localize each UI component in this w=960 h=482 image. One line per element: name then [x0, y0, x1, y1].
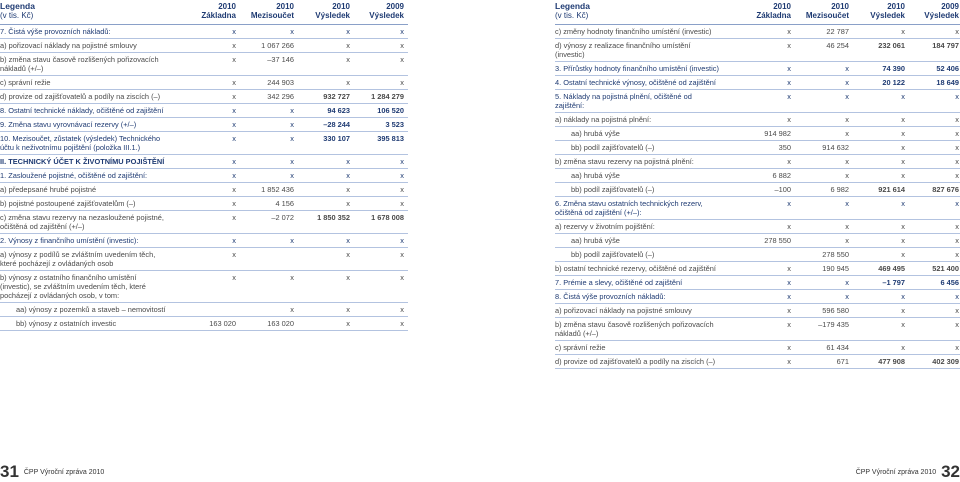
- value-vysledek-2010: x: [346, 319, 350, 328]
- value-zakladna: 278 550: [764, 236, 791, 245]
- row-label: aa) hrubá výše: [571, 236, 620, 245]
- row-label: 7. Prémie a slevy, očištěné od zajištění: [555, 278, 683, 287]
- value-vysledek-2009: x: [400, 27, 404, 36]
- row-label: c) změna stavu rezervy na nezasloužené pojistné, očištěná od zajištění (+/–): [0, 213, 164, 231]
- value-vysledek-2010: x: [901, 292, 905, 301]
- value-zakladna: x: [232, 120, 236, 129]
- legend-heading: [555, 2, 590, 20]
- value-zakladna: x: [232, 55, 236, 64]
- value-zakladna: x: [787, 292, 791, 301]
- footer-title: ČPP Výroční zpráva 2010: [23, 468, 105, 476]
- table-row: [0, 39, 408, 53]
- value-zakladna: x: [787, 343, 791, 352]
- row-label: b) pojistné postoupené zajišťovatelům (–): [0, 199, 136, 208]
- value-vysledek-2010: x: [901, 157, 905, 166]
- row-label: 3. Přírůstky hodnoty finančního umístění (investic): [555, 64, 719, 73]
- value-mezisoucet: 46 254: [826, 41, 849, 50]
- value-vysledek-2009: 106 520: [377, 106, 404, 115]
- value-mezisoucet: 190 945: [822, 264, 849, 273]
- row-label: a) rezervy v životním pojištění:: [555, 222, 655, 231]
- col-header-mezisoucet: 2010 Mezisoučet: [805, 2, 849, 20]
- value-vysledek-2010: x: [901, 171, 905, 180]
- value-vysledek-2010: –1 797: [882, 278, 905, 287]
- legend-label: Legenda: [555, 1, 590, 11]
- value-vysledek-2009: x: [955, 129, 959, 138]
- value-zakladna: x: [232, 213, 236, 222]
- value-zakladna: x: [232, 41, 236, 50]
- value-mezisoucet: 278 550: [822, 250, 849, 259]
- row-label: b) ostatní technické rezervy, očištěné od zajištění: [555, 264, 716, 273]
- value-mezisoucet: 244 903: [267, 78, 294, 87]
- value-mezisoucet: x: [290, 236, 294, 245]
- value-vysledek-2009: x: [955, 92, 959, 101]
- value-vysledek-2009: x: [955, 306, 959, 315]
- value-vysledek-2010: x: [901, 320, 905, 329]
- table-row: [555, 290, 960, 304]
- value-vysledek-2009: 395 813: [377, 134, 404, 143]
- value-vysledek-2009: 184 797: [932, 41, 959, 50]
- value-mezisoucet: x: [845, 64, 849, 73]
- value-zakladna: x: [232, 78, 236, 87]
- value-mezisoucet: 914 632: [822, 143, 849, 152]
- value-vysledek-2009: 521 400: [932, 264, 959, 273]
- table-row: [555, 62, 960, 76]
- value-vysledek-2009: x: [400, 236, 404, 245]
- value-vysledek-2010: 74 390: [882, 64, 905, 73]
- value-vysledek-2010: 330 107: [323, 134, 350, 143]
- value-zakladna: x: [232, 236, 236, 245]
- value-vysledek-2010: x: [346, 199, 350, 208]
- value-mezisoucet: x: [290, 106, 294, 115]
- row-label: II. TECHNICKÝ ÚČET K ŽIVOTNÍMU POJIŠTĚNÍ: [0, 157, 165, 166]
- value-zakladna: x: [232, 171, 236, 180]
- value-zakladna: x: [787, 27, 791, 36]
- col-header-vysledek-2009: 2009 Výsledek: [369, 2, 404, 20]
- table-row: [555, 25, 960, 39]
- value-mezisoucet: –179 435: [818, 320, 849, 329]
- row-label: 7. Čistá výše provozních nákladů:: [0, 27, 111, 36]
- value-vysledek-2009: x: [955, 236, 959, 245]
- value-zakladna: x: [787, 78, 791, 87]
- value-zakladna: x: [787, 357, 791, 366]
- value-vysledek-2009: x: [400, 41, 404, 50]
- value-mezisoucet: x: [845, 292, 849, 301]
- table-row: [555, 113, 960, 127]
- value-zakladna: x: [787, 264, 791, 273]
- left-table-body: [0, 25, 408, 331]
- unit-label: (v tis. Kč): [0, 11, 34, 20]
- value-vysledek-2009: x: [955, 292, 959, 301]
- col-header-vysledek-2010: 2010 Výsledek: [315, 2, 350, 20]
- value-mezisoucet: 4 156: [275, 199, 294, 208]
- table-row: [555, 276, 960, 290]
- value-zakladna: x: [232, 157, 236, 166]
- value-vysledek-2010: 921 614: [878, 185, 905, 194]
- row-label: a) pořizovací náklady na pojistné smlouvy: [0, 41, 137, 50]
- value-vysledek-2010: x: [346, 27, 350, 36]
- row-label: 9. Změna stavu vyrovnávací rezervy (+/–): [0, 120, 137, 129]
- value-vysledek-2010: –28 244: [323, 120, 350, 129]
- value-zakladna: x: [787, 64, 791, 73]
- table-row: [0, 25, 408, 39]
- value-zakladna: x: [787, 41, 791, 50]
- legend-label: Legenda: [0, 1, 35, 11]
- value-vysledek-2010: x: [346, 273, 350, 282]
- table-row: [555, 355, 960, 369]
- table-row: [0, 248, 408, 271]
- footer-left: [0, 462, 107, 482]
- value-vysledek-2009: x: [400, 185, 404, 194]
- value-vysledek-2010: x: [346, 78, 350, 87]
- value-vysledek-2010: x: [901, 222, 905, 231]
- row-label: bb) podíl zajišťovatelů (–): [571, 250, 655, 259]
- value-vysledek-2009: x: [955, 250, 959, 259]
- value-zakladna: x: [232, 134, 236, 143]
- table-row: [555, 248, 960, 262]
- value-mezisoucet: x: [290, 305, 294, 314]
- value-mezisoucet: 163 020: [267, 319, 294, 328]
- right-table-body: [555, 25, 960, 369]
- value-vysledek-2010: 20 122: [882, 78, 905, 87]
- table-row: [555, 304, 960, 318]
- value-zakladna: –100: [774, 185, 791, 194]
- row-label: 10. Mezisoučet, zůstatek (výsledek) Technického účtu k neživotnímu pojištění (položka III.1.): [0, 134, 161, 152]
- value-zakladna: x: [232, 199, 236, 208]
- value-vysledek-2010: x: [346, 41, 350, 50]
- value-vysledek-2010: 1 850 352: [317, 213, 350, 222]
- col-header-zakladna: 2010 Základna: [201, 2, 236, 20]
- value-zakladna: x: [787, 320, 791, 329]
- row-label: 8. Čistá výše provozních nákladů:: [555, 292, 666, 301]
- value-zakladna: x: [787, 278, 791, 287]
- value-mezisoucet: x: [290, 171, 294, 180]
- value-vysledek-2010: x: [346, 55, 350, 64]
- value-vysledek-2009: x: [955, 157, 959, 166]
- table-row: [555, 127, 960, 141]
- value-zakladna: x: [232, 250, 236, 259]
- unit-label: (v tis. Kč): [555, 11, 589, 20]
- value-mezisoucet: 1 852 436: [261, 185, 294, 194]
- right-page: [555, 0, 960, 369]
- value-vysledek-2010: x: [901, 129, 905, 138]
- value-zakladna: x: [232, 185, 236, 194]
- row-label: a) pořizovací náklady na pojistné smlouvy: [555, 306, 692, 315]
- table-row: [555, 155, 960, 169]
- value-mezisoucet: x: [845, 129, 849, 138]
- value-vysledek-2009: 6 456: [940, 278, 959, 287]
- table-row: [555, 76, 960, 90]
- row-label: a) předepsané hrubé pojistné: [0, 185, 97, 194]
- value-vysledek-2009: x: [400, 171, 404, 180]
- left-page: [0, 0, 408, 331]
- value-zakladna: x: [787, 199, 791, 208]
- row-label: 2. Výnosy z finančního umístění (investic):: [0, 236, 139, 245]
- table-row: [555, 197, 960, 220]
- row-label: 4. Ostatní technické výnosy, očištěné od zajištění: [555, 78, 716, 87]
- value-vysledek-2009: x: [400, 157, 404, 166]
- value-vysledek-2009: 3 523: [385, 120, 404, 129]
- table-row: [555, 234, 960, 248]
- row-label: b) změna stavu rezervy na pojistná plnění:: [555, 157, 694, 166]
- table-header: [0, 0, 408, 25]
- value-vysledek-2009: x: [955, 171, 959, 180]
- value-vysledek-2010: x: [346, 250, 350, 259]
- value-mezisoucet: x: [845, 236, 849, 245]
- value-mezisoucet: 1 067 266: [261, 41, 294, 50]
- page-number: 31: [0, 462, 19, 481]
- row-label: 8. Ostatní technické náklady, očištěné od zajištění: [0, 106, 164, 115]
- value-vysledek-2009: x: [400, 319, 404, 328]
- value-vysledek-2010: 932 727: [323, 92, 350, 101]
- value-mezisoucet: x: [845, 157, 849, 166]
- row-label: d) provize od zajišťovatelů a podíly na ziscích (–): [0, 92, 161, 101]
- value-vysledek-2009: 52 406: [936, 64, 959, 73]
- value-vysledek-2009: 18 649: [936, 78, 959, 87]
- table-row: [0, 271, 408, 303]
- row-label: a) náklady na pojistná plnění:: [555, 115, 652, 124]
- value-vysledek-2010: x: [901, 27, 905, 36]
- table-row: [555, 39, 960, 62]
- value-mezisoucet: 6 982: [830, 185, 849, 194]
- legend-heading: [0, 2, 35, 20]
- value-vysledek-2010: 232 061: [878, 41, 905, 50]
- table-row: [555, 220, 960, 234]
- value-zakladna: x: [232, 106, 236, 115]
- value-zakladna: x: [787, 115, 791, 124]
- value-zakladna: 350: [778, 143, 791, 152]
- table-row: [0, 90, 408, 104]
- value-mezisoucet: 342 296: [267, 92, 294, 101]
- table-row: [555, 90, 960, 113]
- table-row: [0, 155, 408, 169]
- value-vysledek-2010: x: [346, 305, 350, 314]
- value-mezisoucet: 61 434: [826, 343, 849, 352]
- value-vysledek-2010: 477 908: [878, 357, 905, 366]
- value-zakladna: x: [787, 306, 791, 315]
- table-row: [555, 183, 960, 197]
- value-vysledek-2009: x: [955, 222, 959, 231]
- value-vysledek-2010: x: [901, 199, 905, 208]
- row-label: aa) hrubá výše: [571, 171, 620, 180]
- value-mezisoucet: x: [845, 222, 849, 231]
- value-mezisoucet: x: [290, 273, 294, 282]
- value-mezisoucet: x: [845, 171, 849, 180]
- value-zakladna: x: [787, 92, 791, 101]
- value-vysledek-2010: x: [901, 115, 905, 124]
- value-vysledek-2009: x: [400, 199, 404, 208]
- table-row: [555, 341, 960, 355]
- col-header-zakladna: 2010 Základna: [756, 2, 791, 20]
- value-zakladna: x: [787, 157, 791, 166]
- value-mezisoucet: 596 580: [822, 306, 849, 315]
- row-label: bb) podíl zajišťovatelů (–): [571, 185, 655, 194]
- value-vysledek-2009: x: [400, 273, 404, 282]
- footer-title: ČPP Výroční zpráva 2010: [855, 468, 937, 476]
- value-vysledek-2010: 469 495: [878, 264, 905, 273]
- value-vysledek-2009: x: [400, 78, 404, 87]
- row-label: d) výnosy z realizace finančního umístění (investic): [555, 41, 691, 59]
- value-vysledek-2009: x: [955, 143, 959, 152]
- col-header-mezisoucet: 2010 Mezisoučet: [250, 2, 294, 20]
- row-label: 1. Zasloužené pojistné, očištěné od zajištění:: [0, 171, 148, 180]
- row-label: bb) výnosy z ostatních investic: [16, 319, 117, 328]
- value-vysledek-2009: x: [955, 199, 959, 208]
- value-mezisoucet: x: [845, 78, 849, 87]
- value-mezisoucet: –2 072: [271, 213, 294, 222]
- row-label: c) správní režie: [555, 343, 606, 352]
- row-label: b) změna stavu časově rozlišených pořizovacích nákladů (+/–): [555, 320, 714, 338]
- value-vysledek-2010: x: [346, 185, 350, 194]
- table-row: [555, 169, 960, 183]
- value-zakladna: x: [232, 273, 236, 282]
- value-mezisoucet: x: [845, 199, 849, 208]
- value-mezisoucet: 671: [836, 357, 849, 366]
- value-vysledek-2009: x: [400, 55, 404, 64]
- value-zakladna: x: [232, 27, 236, 36]
- value-mezisoucet: x: [845, 278, 849, 287]
- col-header-vysledek-2010: 2010 Výsledek: [870, 2, 905, 20]
- value-mezisoucet: x: [290, 120, 294, 129]
- table-row: [0, 197, 408, 211]
- value-vysledek-2009: 402 309: [932, 357, 959, 366]
- table-row: [0, 76, 408, 90]
- table-row: [555, 262, 960, 276]
- row-label: c) změny hodnoty finančního umístění (investic): [555, 27, 712, 36]
- page-number: 32: [941, 462, 960, 481]
- table-row: [0, 132, 408, 155]
- value-zakladna: x: [787, 222, 791, 231]
- table-row: [0, 118, 408, 132]
- row-label: bb) podíl zajišťovatelů (–): [571, 143, 655, 152]
- row-label: b) výnosy z ostatního finančního umístění (investic), se zvláštním uvedením těch, které pocházejí z ovládaných osob, v tom:: [0, 273, 146, 300]
- table-row: [0, 303, 408, 317]
- row-label: aa) výnosy z pozemků a staveb – nemovitostí: [16, 305, 166, 314]
- table-row: [555, 141, 960, 155]
- value-vysledek-2010: x: [346, 236, 350, 245]
- value-zakladna: 914 982: [764, 129, 791, 138]
- table-row: [0, 211, 408, 234]
- value-vysledek-2009: x: [955, 343, 959, 352]
- value-mezisoucet: x: [845, 115, 849, 124]
- value-mezisoucet: 22 787: [826, 27, 849, 36]
- value-zakladna: 6 882: [772, 171, 791, 180]
- table-row: [0, 169, 408, 183]
- value-mezisoucet: x: [845, 92, 849, 101]
- value-vysledek-2010: x: [901, 343, 905, 352]
- value-zakladna: x: [232, 92, 236, 101]
- value-vysledek-2010: x: [901, 306, 905, 315]
- value-vysledek-2009: x: [400, 250, 404, 259]
- row-label: 6. Změna stavu ostatních technických rezerv, očištěná od zajištění (+/–):: [555, 199, 703, 217]
- table-row: [555, 318, 960, 341]
- value-vysledek-2009: x: [955, 115, 959, 124]
- value-mezisoucet: x: [290, 27, 294, 36]
- value-vysledek-2009: x: [955, 27, 959, 36]
- row-label: aa) hrubá výše: [571, 129, 620, 138]
- value-mezisoucet: x: [290, 134, 294, 143]
- value-vysledek-2010: 94 623: [327, 106, 350, 115]
- value-mezisoucet: x: [290, 157, 294, 166]
- value-vysledek-2010: x: [346, 171, 350, 180]
- value-vysledek-2009: 1 284 279: [371, 92, 404, 101]
- value-vysledek-2010: x: [901, 92, 905, 101]
- value-vysledek-2010: x: [901, 250, 905, 259]
- col-header-vysledek-2009: 2009 Výsledek: [924, 2, 959, 20]
- value-vysledek-2009: 827 676: [932, 185, 959, 194]
- value-vysledek-2009: 1 678 008: [371, 213, 404, 222]
- value-vysledek-2009: x: [955, 320, 959, 329]
- table-row: [0, 317, 408, 331]
- row-label: b) změna stavu časově rozlišených pořizovacích nákladů (+/–): [0, 55, 159, 73]
- table-row: [0, 234, 408, 248]
- table-row: [0, 53, 408, 76]
- value-vysledek-2010: x: [901, 236, 905, 245]
- value-vysledek-2010: x: [901, 143, 905, 152]
- table-row: [0, 183, 408, 197]
- table-row: [0, 104, 408, 118]
- footer-right: [853, 462, 960, 482]
- row-label: d) provize od zajišťovatelů a podíly na ziscích (–): [555, 357, 716, 366]
- value-mezisoucet: –37 146: [267, 55, 294, 64]
- value-zakladna: 163 020: [209, 319, 236, 328]
- row-label: 5. Náklady na pojistná plnění, očištěné od zajištění:: [555, 92, 692, 110]
- row-label: c) správní režie: [0, 78, 51, 87]
- row-label: a) výnosy z podílů se zvláštním uvedením těch, které pocházejí z ovládaných osob: [0, 250, 156, 268]
- table-header: [555, 0, 960, 25]
- value-vysledek-2010: x: [346, 157, 350, 166]
- value-vysledek-2009: x: [400, 305, 404, 314]
